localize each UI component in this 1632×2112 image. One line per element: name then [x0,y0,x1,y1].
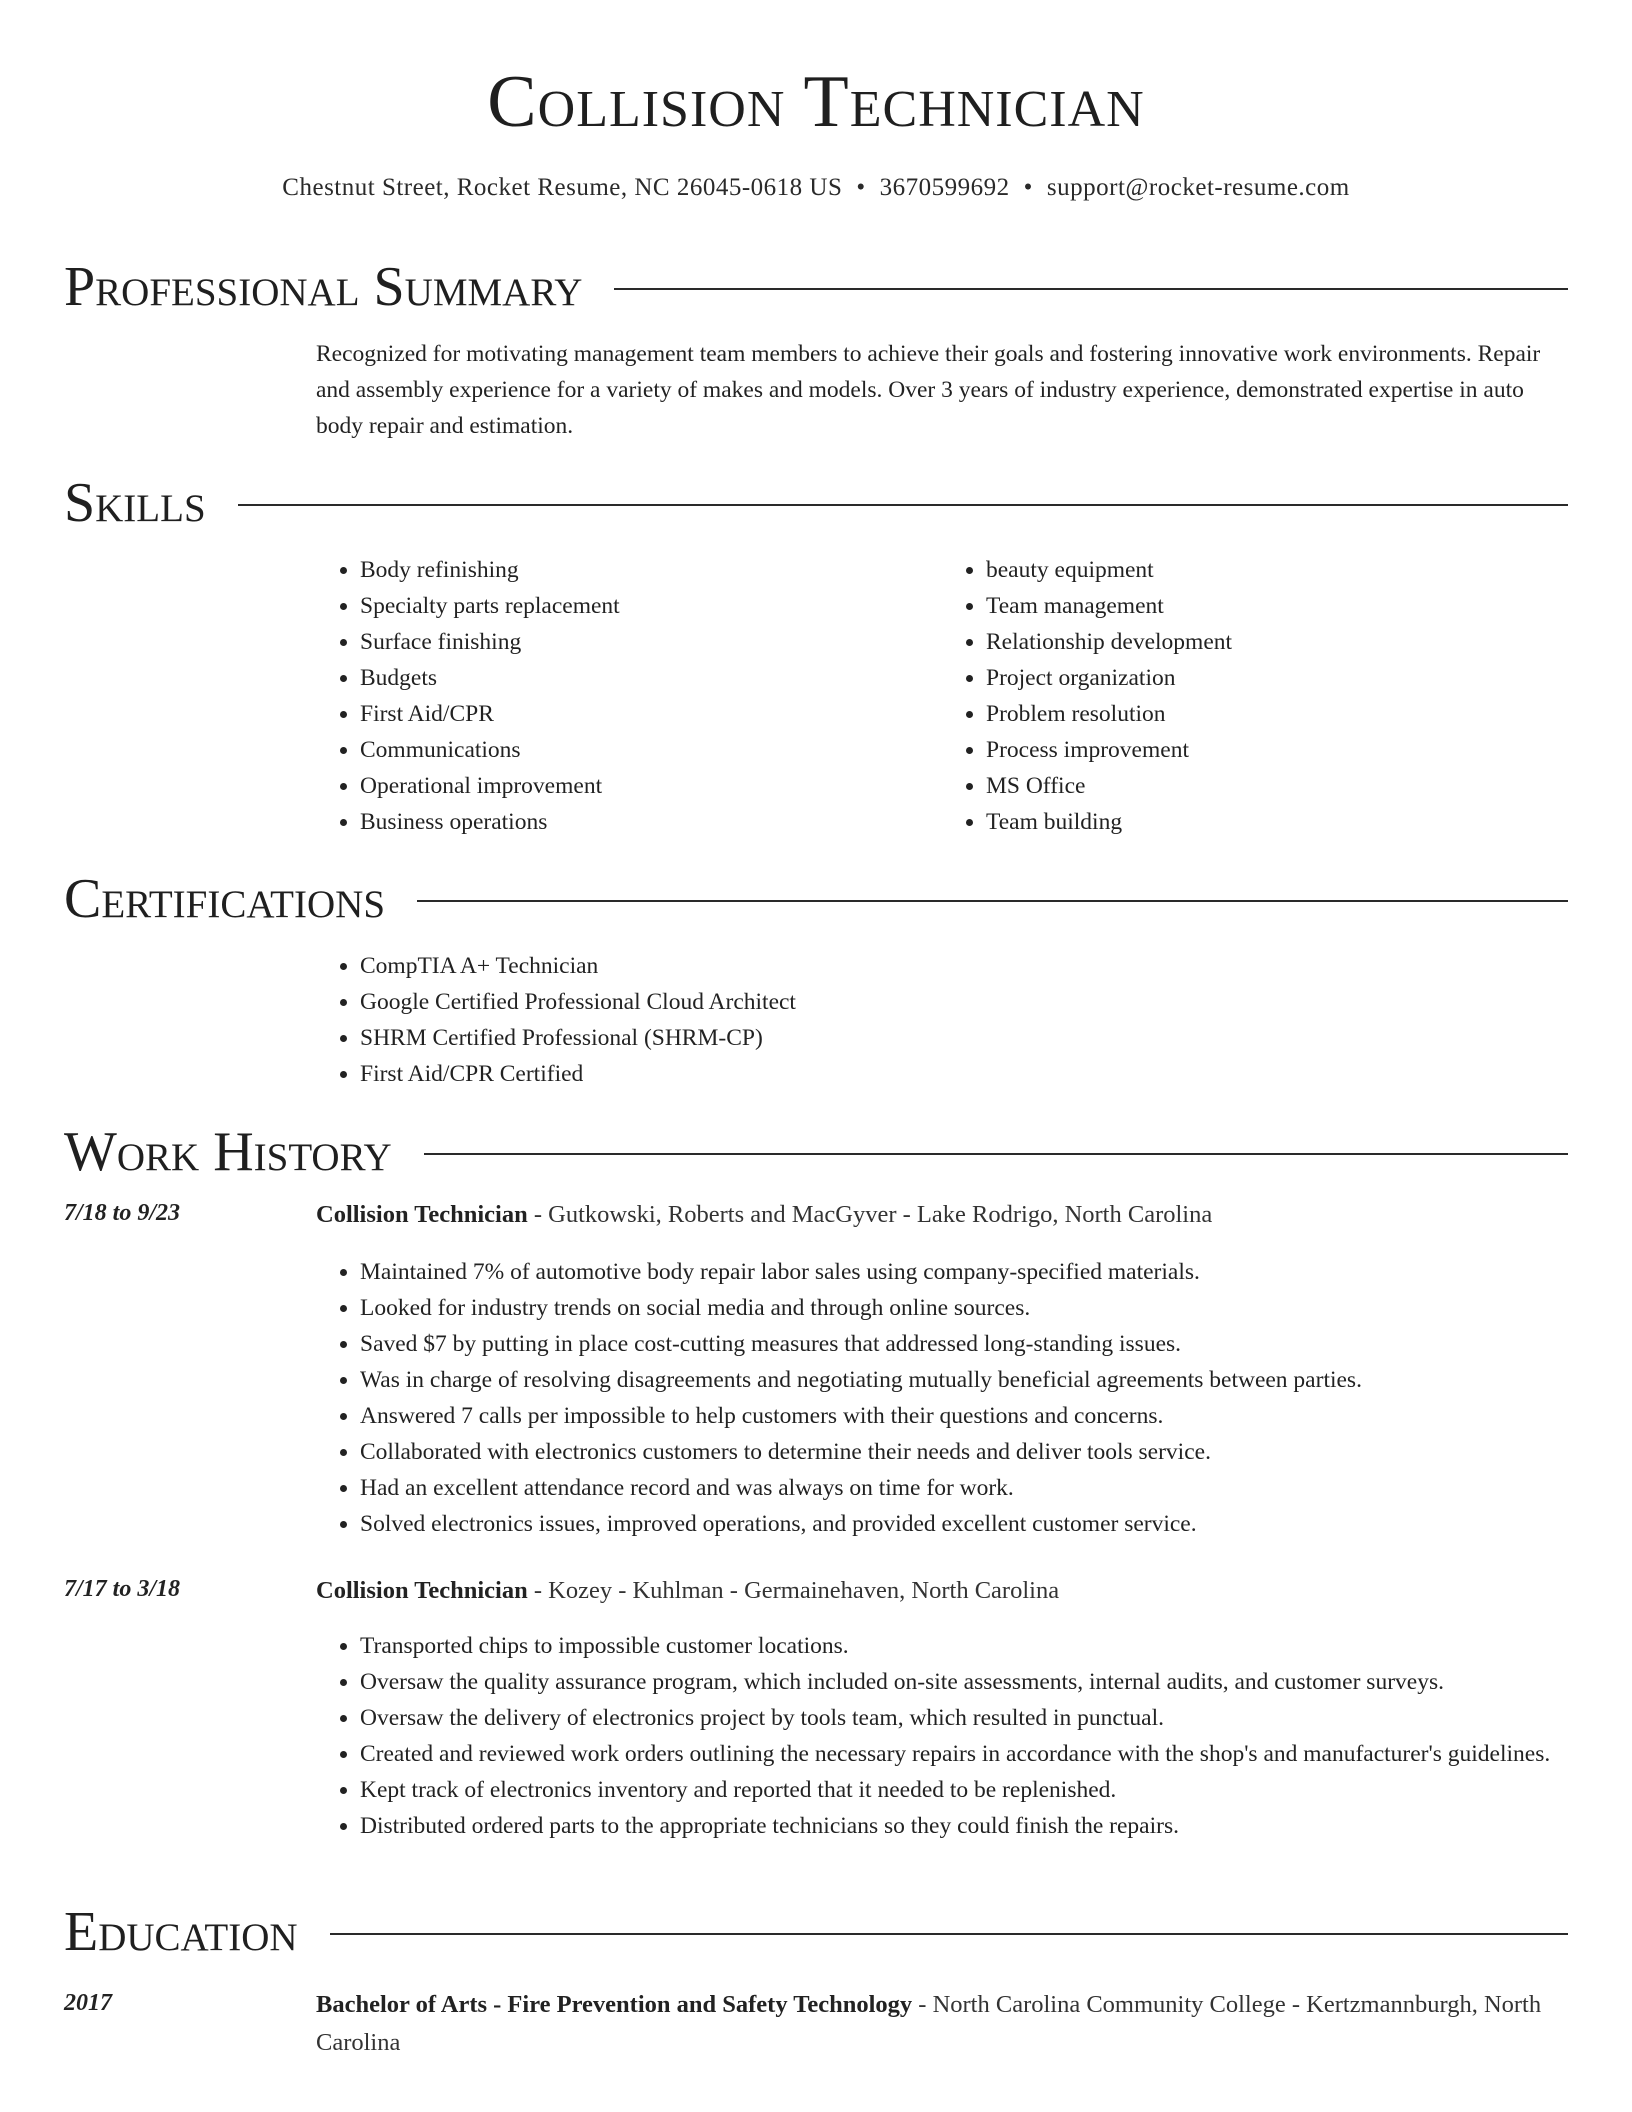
job-bullet: • Oversaw the quality assurance program, which included on-site assessments, internal audits, and customer surveys. [360,1664,1568,1700]
education-year: 2017 [64,1990,112,2016]
contact-email: support@rocket-resume.com [1046,174,1350,201]
job-bullet: • Had an excellent attendance record and was always on time for work. [360,1470,1568,1506]
certifications-heading: Certifications [64,868,386,930]
skill-item: • Operational improvement [360,768,942,804]
contact-separator: • [856,174,866,201]
contact-phone: 3670599692 [879,174,1010,201]
skill-item: • Team management [986,588,1568,624]
job-bullet: • Solved electronics issues, improved operations, and provided excellent customer service. [360,1506,1568,1542]
job-bullet: • Created and reviewed work orders outlining the necessary repairs in accordance with the shop's and manufacturer's guidelines. [360,1736,1568,1772]
contact-separator: • [1023,174,1033,201]
job-bullets [316,1254,1568,1542]
certification-item: • First Aid/CPR Certified [360,1056,1568,1092]
skills-block [316,552,1568,840]
skill-item: • Communications [360,732,942,768]
summary-block [316,336,1568,444]
education-entry [316,1986,1568,2062]
candidate-name: Collision Technician [487,61,1145,143]
skill-item: • Business operations [360,804,942,840]
section-divider [238,504,1568,506]
certification-item: • Google Certified Professional Cloud Architect [360,984,1568,1020]
skill-item: • First Aid/CPR [360,696,942,732]
summary-text: Recognized for motivating management team members to achieve their goals and fostering innovative work environments. Repair and assembly experience for a variety of makes and models. Over 3 years of industry experience, demonstrated expertise in auto body repair and estimation. [316,341,1541,439]
job-bullet: • Looked for industry trends on social media and through online sources. [360,1290,1568,1326]
job-bullet: • Saved $7 by putting in place cost-cutting measures that addressed long-standing issues. [360,1326,1568,1362]
job-bullets-block [316,1628,1568,1844]
skill-item: • beauty equipment [986,552,1568,588]
education-degree: Bachelor of Arts - Fire Prevention and Safety Technology [316,1991,913,2018]
education-heading: Education [64,1901,298,1963]
job-bullet: • Was in charge of resolving disagreements and negotiating mutually beneficial agreements between parties. [360,1362,1568,1398]
education-school: - North Carolina Community College - Kertzmannburgh, North Carolina [316,1991,1542,2056]
skill-item: • Project organization [986,660,1568,696]
summary-section-header [64,252,1568,322]
certifications-section-header [64,864,1568,934]
work-section-header [64,1117,1568,1187]
job-bullet: • Kept track of electronics inventory and reported that it needed to be replenished. [360,1772,1568,1808]
skill-item: • Problem resolution [986,696,1568,732]
certifications-list [316,948,1568,1092]
job-bullets-block [316,1254,1568,1542]
section-divider [614,288,1568,290]
contact-address: Chestnut Street, Rocket Resume, NC 26045-0618 US [282,174,843,201]
skill-item: • Specialty parts replacement [360,588,942,624]
section-divider [330,1933,1568,1935]
skills-section-header [64,468,1568,538]
job-bullet: • Answered 7 calls per impossible to help customers with their questions and concerns. [360,1398,1568,1434]
certification-item: • CompTIA A+ Technician [360,948,1568,984]
skill-item: • MS Office [986,768,1568,804]
skills-heading: Skills [64,472,206,534]
job-dates: 7/18 to 9/23 [64,1200,181,1226]
job-title: Collision Technician [316,1577,528,1604]
section-divider [424,1153,1568,1155]
job-bullet: • Distributed ordered parts to the appropriate technicians so they could finish the repairs. [360,1808,1568,1844]
skill-item: • Relationship development [986,624,1568,660]
certifications-block [316,948,1568,1092]
skill-item: • Surface finishing [360,624,942,660]
skills-list-right [942,552,1568,840]
skill-item: • Team building [986,804,1568,840]
job-bullet: • Collaborated with electronics customers to determine their needs and deliver tools service. [360,1434,1568,1470]
skills-list-left [316,552,942,840]
job-employer: - Kozey - Kuhlman - Germainehaven, North Carolina [527,1577,1060,1604]
job-heading [316,1572,1568,1610]
work-heading: Work History [64,1121,392,1183]
summary-heading: Professional Summary [64,256,583,318]
job-bullet: • Maintained 7% of automotive body repair labor sales using company-specified materials. [360,1254,1568,1290]
job-employer: - Gutkowski, Roberts and MacGyver - Lake Rodrigo, North Carolina [527,1201,1213,1228]
skill-item: • Process improvement [986,732,1568,768]
job-heading [316,1196,1568,1234]
education-section-header [64,1897,1568,1967]
section-divider [417,900,1568,902]
contact-line [0,174,1632,202]
skill-item: • Budgets [360,660,942,696]
job-bullet: • Oversaw the delivery of electronics project by tools team, which resulted in punctual. [360,1700,1568,1736]
job-bullet: • Transported chips to impossible customer locations. [360,1628,1568,1664]
certification-item: • SHRM Certified Professional (SHRM-CP) [360,1020,1568,1056]
skill-item: • Body refinishing [360,552,942,588]
job-title: Collision Technician [316,1201,528,1228]
job-bullets [316,1628,1568,1844]
job-dates: 7/17 to 3/18 [64,1576,181,1602]
